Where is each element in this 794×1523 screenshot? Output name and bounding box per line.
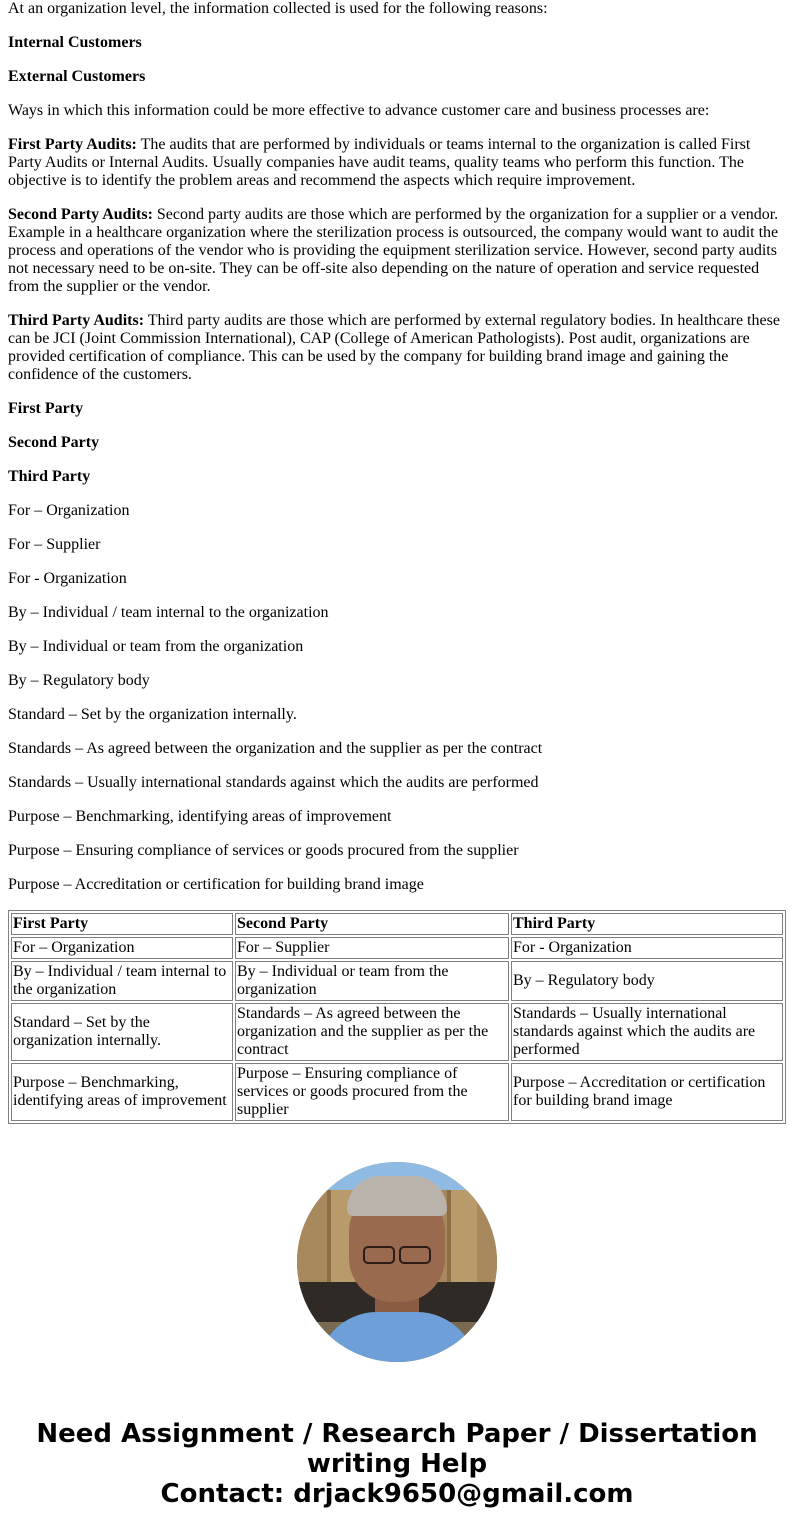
first-party-audits-paragraph: First Party Audits: The audits that are performed by individuals or teams internal to the organization is called First Party Audits or Internal Audits. Usually companies have audit teams, quality teams who perform this function. The objective is to identify the problem areas and recommend the aspects which require improvement. [8, 136, 751, 189]
ways-paragraph: Ways in which this information could be more effective to advance customer care and business processes are: [8, 102, 710, 119]
audit-comparison-table [8, 910, 786, 1124]
table-cell: For - Organization [511, 937, 783, 959]
person-photo-avatar-icon [297, 1162, 497, 1362]
second-party-audits-paragraph: Second Party Audits: Second party audits are those which are performed by the organization for a supplier or a vendor. Example in a healthcare organization where the sterilization process is outsourced, the company would want to audit the process and operations of the vendor who is providing the equipment sterilization service. However, second party audits not necessary need to be on-site. They can be off-site also depending on the nature of operation and service requested from the supplier or the vendor. [8, 206, 779, 295]
list-line: Purpose – Accreditation or certification for building brand image [8, 876, 424, 893]
promo-headline: Need Assignment / Research Paper / Dissertation writing Help [36, 1419, 758, 1479]
promo-contact: Contact: drjack9650@gmail.com [160, 1479, 634, 1509]
table-header-row [11, 913, 783, 935]
list-line: Standards – Usually international standards against which the audits are performed [8, 774, 539, 791]
table-cell: By – Individual / team internal to the organization [11, 961, 233, 1001]
table-row [11, 1063, 783, 1121]
intro-paragraph: At an organization level, the information collected is used for the following reasons: [8, 0, 548, 17]
list-line: Standards – As agreed between the organization and the supplier as per the contract [8, 740, 543, 757]
list-line: For – Organization [8, 502, 130, 519]
table-header-cell: First Party [11, 913, 233, 935]
list-line: Purpose – Benchmarking, identifying areas of improvement [8, 808, 392, 825]
list-line: For - Organization [8, 570, 127, 587]
table-cell: Standard – Set by the organization internally. [11, 1003, 233, 1061]
table-row [11, 961, 783, 1001]
list-line: By – Individual / team internal to the organization [8, 604, 329, 621]
table-cell: Standards – As agreed between the organization and the supplier as per the contract [235, 1003, 509, 1061]
heading-external-customers: External Customers [8, 68, 146, 85]
list-line: By – Individual or team from the organization [8, 638, 304, 655]
avatar-container [0, 1162, 794, 1367]
heading-internal-customers: Internal Customers [8, 34, 142, 51]
table-cell: By – Individual or team from the organization [235, 961, 509, 1001]
list-line: By – Regulatory body [8, 672, 150, 689]
table-header-cell: Third Party [511, 913, 783, 935]
table-row [11, 937, 783, 959]
list-line: Standard – Set by the organization internally. [8, 706, 297, 723]
list-line: For – Supplier [8, 536, 101, 553]
table-cell: Purpose – Ensuring compliance of services or goods procured from the supplier [235, 1063, 509, 1121]
table-cell: For – Organization [11, 937, 233, 959]
list-heading-second-party: Second Party [8, 434, 100, 451]
table-cell: Purpose – Accreditation or certification for building brand image [511, 1063, 783, 1121]
promo-banner [0, 1419, 794, 1509]
table-cell: For – Supplier [235, 937, 509, 959]
table-cell: Standards – Usually international standards against which the audits are performed [511, 1003, 783, 1061]
table-row [11, 1003, 783, 1061]
list-line: Purpose – Ensuring compliance of services or goods procured from the supplier [8, 842, 519, 859]
third-party-audits-paragraph: Third Party Audits: Third party audits are those which are performed by external regulatory bodies. In healthcare these can be JCI (Joint Commission International), CAP (College of American Pathologists). Post audit, organizations are provided certification of compliance. This can be used by the company for building brand image and gaining the confidence of the customers. [8, 312, 780, 383]
table-cell: Purpose – Benchmarking, identifying areas of improvement [11, 1063, 233, 1121]
list-heading-third-party: Third Party [8, 468, 91, 485]
table-cell: By – Regulatory body [511, 961, 783, 1001]
list-heading-first-party: First Party [8, 400, 84, 417]
table-header-cell: Second Party [235, 913, 509, 935]
